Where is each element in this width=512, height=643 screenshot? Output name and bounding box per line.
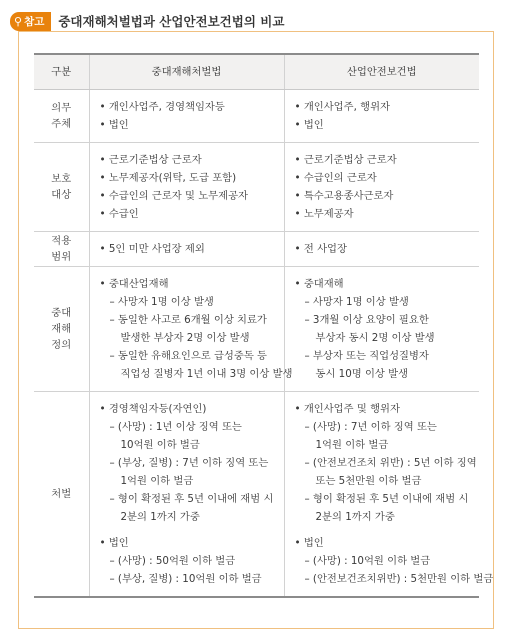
list-item: • 노무제공자(위탁, 도급 포함) (99, 172, 237, 184)
safety-health-act-cell (284, 232, 479, 267)
list-item: 또는 5천만원 이하 벌금 (315, 475, 422, 487)
list-item: 동시 10명 이상 발생 (315, 368, 409, 380)
list-item: • 근로기준법상 근로자 (99, 154, 202, 166)
row-category (34, 392, 89, 598)
list-item: 부상자 동시 2명 이상 발생 (315, 332, 435, 344)
note-badge (10, 12, 51, 31)
category-label: 정의 (51, 339, 72, 351)
key-icon: ⚲ (14, 14, 23, 28)
list-item: • 개인사업주, 경영책임자등 (99, 101, 225, 113)
list-item: • 전 사업장 (294, 243, 347, 255)
list-item: • 법인 (99, 119, 129, 131)
note-header (10, 10, 284, 32)
list-item: – (사망) : 50억원 이하 벌금 (109, 555, 236, 567)
table-row-protected-party (34, 143, 479, 232)
list-item: 2분의 1까지 가중 (120, 511, 200, 523)
safety-health-act-cell (284, 90, 479, 143)
list-item: • 법인 (294, 537, 324, 549)
list-item: 2분의 1까지 가중 (315, 511, 395, 523)
list-item: – (사망) : 1년 이상 징역 또는 (109, 421, 242, 433)
list-item: – 부상자 또는 직업성질병자 (304, 350, 429, 362)
category-label: 중대 (51, 307, 72, 319)
list-item: – (부상, 질병) : 7년 이하 징역 또는 (109, 457, 269, 469)
list-item: – 형이 확정된 후 5년 이내에 재범 시 (304, 493, 469, 505)
row-category (34, 90, 89, 143)
list-item: – 3개월 이상 요양이 필요한 (304, 314, 429, 326)
serious-accidents-act-cell (89, 232, 284, 267)
safety-health-act-cell (284, 143, 479, 232)
list-item: 10억원 이하 벌금 (120, 439, 200, 451)
category-label: 의무 (51, 102, 72, 114)
category-label: 적용 (51, 235, 72, 247)
list-item: – (안전보건조치 위반) : 5년 이하 징역 (304, 457, 477, 469)
table-row-accident-definition (34, 267, 479, 392)
list-item: • 법인 (294, 119, 324, 131)
category-label: 보호 (51, 173, 72, 185)
list-item: • 수급인의 근로자 (294, 172, 377, 184)
list-item: • 근로기준법상 근로자 (294, 154, 397, 166)
table-row-obligation-holder (34, 90, 479, 143)
category-label: 주체 (51, 118, 72, 130)
serious-accidents-act-cell (89, 392, 284, 598)
page-title: 중대재해처벌법과 산업안전보건법의 비교 (58, 14, 285, 29)
list-item: 1억원 이하 벌금 (120, 475, 194, 487)
list-item: • 수급인 (99, 208, 139, 220)
list-item: – (부상, 질병) : 10억원 이하 벌금 (109, 573, 262, 585)
list-item: – (사망) : 10억원 이하 벌금 (304, 555, 431, 567)
row-category (34, 143, 89, 232)
header-category: 구분 (34, 54, 89, 90)
comparison-table (34, 53, 494, 598)
list-item: – 동일한 유해요인으로 급성중독 등 (109, 350, 267, 362)
table-row-scope (34, 232, 479, 267)
safety-health-act-cell (284, 392, 494, 598)
list-item: • 중대재해 (294, 278, 344, 290)
list-item: • 경영책임자등(자연인) (99, 403, 207, 415)
list-item: – (사망) : 7년 이하 징역 또는 (304, 421, 437, 433)
header-safety-health-act: 산업안전보건법 (284, 54, 479, 90)
list-item: • 5인 미만 사업장 제외 (99, 243, 205, 255)
list-item: – 사망자 1명 이상 발생 (109, 296, 214, 308)
safety-health-act-cell (284, 267, 479, 392)
category-label: 재해 (51, 323, 72, 335)
list-item: – (안전보건조치위반) : 5천만원 이하 벌금 (304, 573, 494, 585)
list-item: 직업성 질병자 1년 이내 3명 이상 발생 (120, 368, 293, 380)
list-item: • 개인사업주, 행위자 (294, 101, 390, 113)
list-item: • 개인사업주 및 행위자 (294, 403, 400, 415)
list-item: – 동일한 사고로 6개월 이상 치료가 (109, 314, 267, 326)
category-label: 범위 (51, 251, 72, 263)
table-row-penalty (34, 392, 479, 598)
header-serious-accidents-act: 중대재해처벌법 (89, 54, 284, 90)
list-item: • 특수고용종사근로자 (294, 190, 394, 202)
list-item: 발생한 부상자 2명 이상 발생 (120, 332, 250, 344)
list-item: 1억원 이하 벌금 (315, 439, 389, 451)
table-header-row (34, 54, 479, 90)
list-item: • 중대산업재해 (99, 278, 169, 290)
serious-accidents-act-cell (89, 90, 284, 143)
serious-accidents-act-cell (89, 267, 293, 392)
list-item: – 사망자 1명 이상 발생 (304, 296, 409, 308)
badge-label: 참고 (24, 15, 45, 28)
list-item: • 법인 (99, 537, 129, 549)
serious-accidents-act-cell (89, 143, 284, 232)
list-item: – 형이 확정된 후 5년 이내에 재범 시 (109, 493, 274, 505)
category-label: 처벌 (51, 488, 72, 500)
row-category (34, 267, 89, 392)
list-item: • 노무제공자 (294, 208, 354, 220)
category-label: 대상 (51, 189, 72, 201)
row-category (34, 232, 89, 267)
list-item: • 수급인의 근로자 및 노무제공자 (99, 190, 248, 202)
